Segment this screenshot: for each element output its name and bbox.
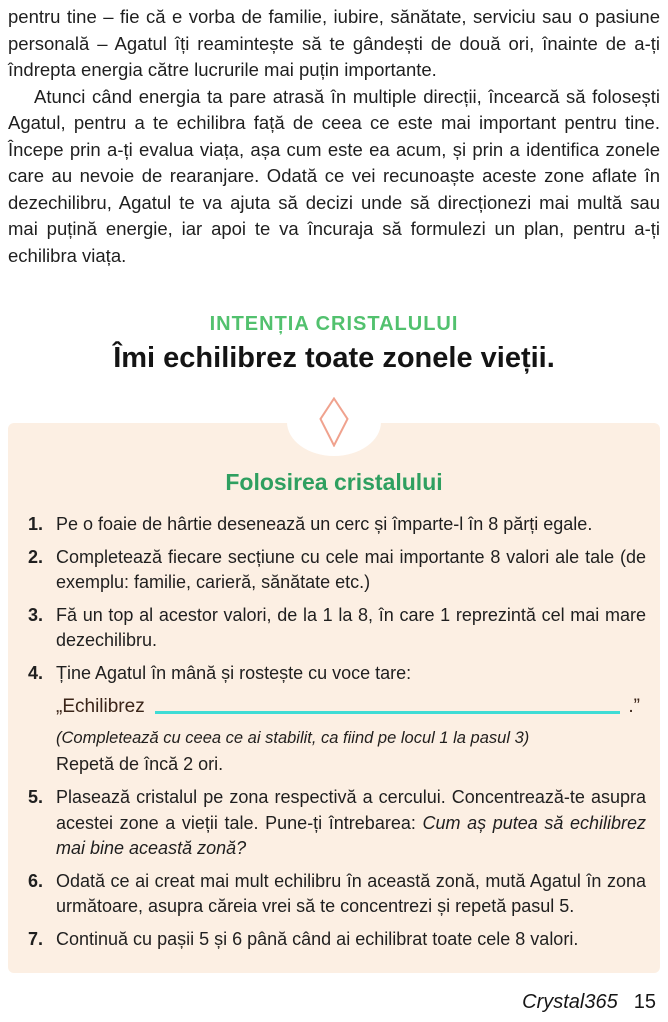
footer-book-title: Crystal365 — [522, 991, 618, 1013]
fill-in-prefix: „Echilibrez — [56, 696, 145, 717]
intention-statement: Îmi echilibrez toate zonele vieții. — [113, 342, 555, 374]
step-item — [22, 661, 646, 687]
step-number: 7. — [28, 928, 44, 949]
step-text: Completează fiecare secțiune cu cele mai importante 8 valori ale tale (de exemplu: familie, carieră, sănătate etc.) — [56, 546, 646, 592]
step-number: 4. — [28, 662, 44, 683]
step-item — [22, 927, 646, 953]
step-number: 1. — [28, 514, 44, 534]
fill-in-blank-line — [155, 711, 621, 714]
step-item — [22, 545, 646, 596]
step-number: 3. — [28, 604, 44, 625]
step-text-italic: Cum aș putea să echilibrez mai bine această zonă? — [56, 812, 647, 858]
fill-in-note: (Completează cu ceea ce ai stabilit, ca fiind pe locul 1 la pasul 3) — [56, 729, 530, 747]
step-item — [22, 512, 646, 538]
page-footer — [8, 973, 660, 1014]
diamond-outline-icon — [319, 397, 349, 447]
fill-in-line — [56, 696, 640, 718]
step-number: 6. — [28, 870, 44, 891]
paragraph: pentru tine – fie că e vorba de familie, iubire, sănătate, serviciu sau o pasiune personală – Agatul îți reamintește să te gândești de două ori, înainte de a-ți îndrepta energia către lucrurile mai puțin importante. — [8, 6, 660, 80]
fill-in-block — [56, 696, 640, 775]
usage-box-title: Folosirea cristalului — [225, 469, 443, 495]
step-text: Odată ce ai creat mai mult echilibru în această zonă, mută Agatul în zona următoare, asupra căreia vrei să te concentrezi și repetă pasul 5. — [56, 870, 646, 916]
paragraph: Atunci când energia ta pare atrasă în multiple direcții, încearcă să folosești Agatul, pentru a te echilibra față de ceea ce este mai important pentru tine. Începe prin a-ți evalua viața, așa cum este ea acum, și prin a identifica zonele care au nevoie de rearanjare. Odată ce vei recunoaște aceste zone aflate în dezechilibru, Agatul te va ajuta să decizi unde să direcționezi mai multă sau mai puțină energie, iar apoi te va încuraja să formulezi un plan, pentru a-ți echilibra viața. — [8, 85, 660, 266]
step-text: Continuă cu pașii 5 și 6 până când ai echilibrat toate cele 8 valori. — [56, 928, 579, 949]
step-number: 2. — [28, 546, 44, 567]
intention-kicker: INTENȚIA CRISTALULUI — [209, 313, 459, 335]
step-item — [22, 603, 646, 654]
step-item — [22, 869, 646, 920]
step-item — [22, 785, 646, 862]
step-number: 5. — [28, 787, 44, 807]
usage-box — [8, 423, 660, 973]
fill-in-repeat: Repetă de încă 2 ori. — [56, 754, 224, 774]
fill-in-suffix: .” — [628, 696, 640, 717]
step-text: Plasează cristalul pe zona respectivă a cercului. Concentrează-te asupra acestei zone a vieții tale. Pune-ți întrebarea: Cum aș putea să echilibrez mai bine această zonă? — [56, 787, 647, 858]
footer-page-number: 15 — [633, 991, 656, 1013]
step-text: Fă un top al acestor valori, de la 1 la 8, în care 1 reprezintă cel mai mare dezechilibru. — [56, 604, 646, 650]
step-text: Pe o foaie de hârtie desenează un cerc și împarte-l în 8 părți egale. — [56, 514, 593, 534]
step-text: Ține Agatul în mână și rostește cu voce tare: — [56, 662, 412, 683]
